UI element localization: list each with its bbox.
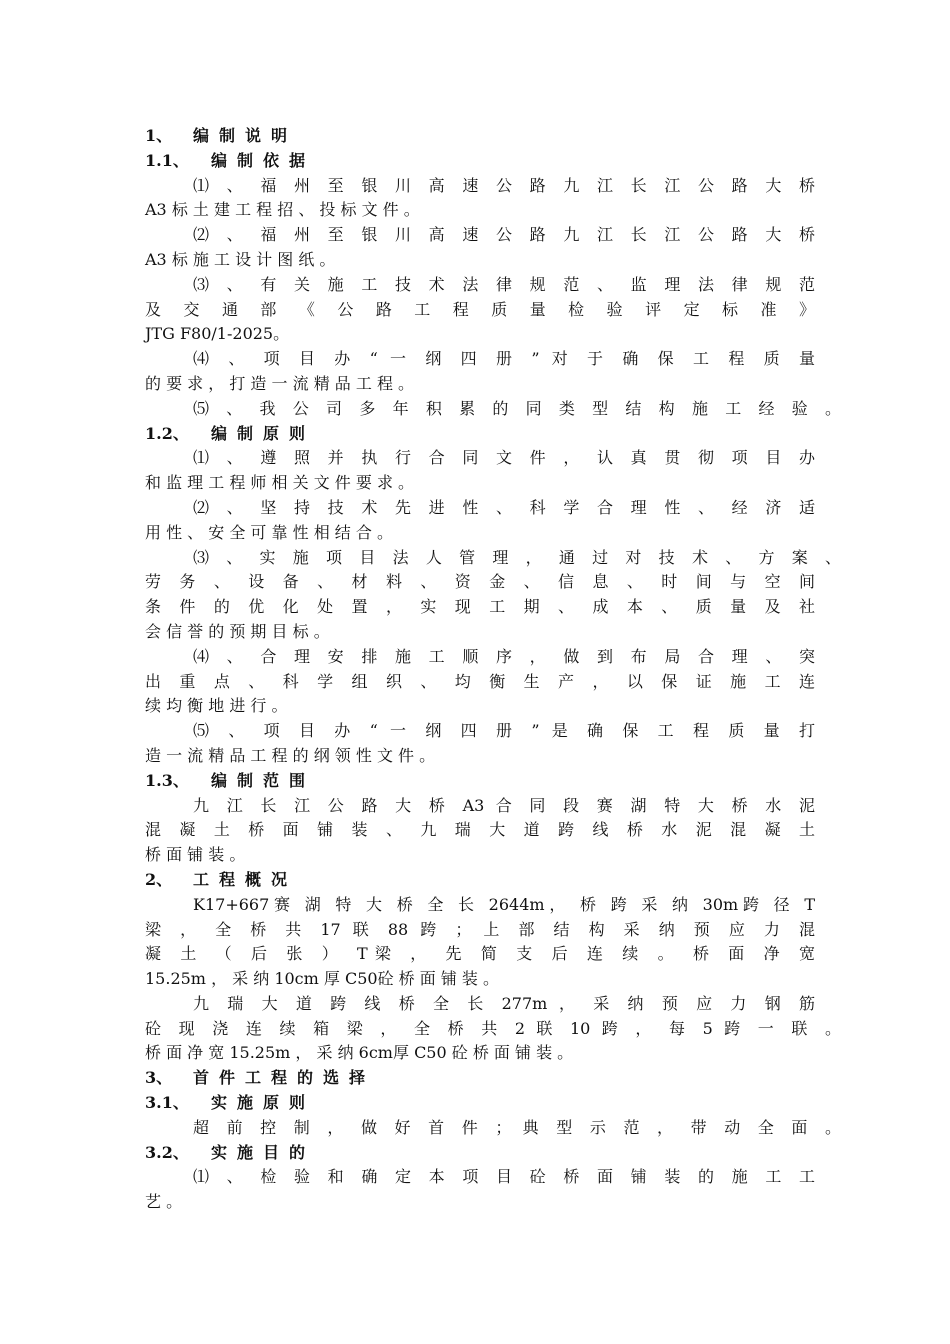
- subsection-heading: [145, 422, 815, 447]
- paragraph-line: 和 监 理 工 程 师 相 关 文 件 要 求 。: [145, 473, 415, 493]
- paragraph-line: A3 标 土 建 工 程 招 、 投 标 文 件 。: [145, 200, 420, 220]
- heading-number: 1、: [145, 126, 173, 145]
- paragraph-line: 九 瑞 大 道 跨 线 桥 全 长 277m ， 采 纳 预 应 力 钢 筋: [193, 993, 815, 1013]
- paragraph-line: ⑷ 、 项 目 办 “ 一 纲 四 册 ” 对 于 确 保 工 程 质 量: [193, 349, 815, 369]
- heading-title: 编制说明: [193, 126, 298, 145]
- subsection-heading: [145, 769, 815, 794]
- paragraph-line: 及 交 通 部 《 公 路 工 程 质 量 检 验 评 定 标 准 》: [145, 299, 815, 319]
- paragraph-line: 条 件 的 优 化 处 置 ， 实 现 工 期 、 成 本 、 质 量 及 社: [145, 597, 815, 617]
- paragraph-line: 劳 务 、 设 备 、 材 料 、 资 金 、 信 息 、 时 间 与 空 间: [145, 572, 815, 592]
- heading-number: 2、: [145, 869, 173, 889]
- paragraph-line: 超 前 控 制 ， 做 好 首 件 ； 典 型 示 范 ， 带 动 全 面 。: [193, 1117, 841, 1137]
- heading-number: 1.2、: [145, 423, 189, 443]
- paragraph-line: 续 均 衡 地 进 行 。: [145, 696, 288, 716]
- heading-title: 编制依据: [211, 150, 316, 170]
- paragraph-line: 的 要 求 ， 打 造 一 流 精 品 工 程 。: [145, 373, 415, 393]
- paragraph-line: 出 重 点 、 科 学 组 织 、 均 衡 生 产 ， 以 保 证 施 工 连: [145, 671, 815, 691]
- paragraph-line: 艺 。: [145, 1192, 183, 1212]
- paragraph-line: ⑷ 、 合 理 安 排 施 工 顺 序 ， 做 到 布 局 合 理 、 突: [193, 646, 815, 666]
- paragraph-line: ⑸ 、 我 公 司 多 年 积 累 的 同 类 型 结 构 施 工 经 验 。: [193, 398, 841, 418]
- paragraph-line: 砼 现 浇 连 续 箱 梁 ， 全 桥 共 2 联 10 跨 ， 每 5 跨 一 联 。: [145, 1018, 841, 1038]
- paragraph-line: ⑸ 、 项 目 办 “ 一 纲 四 册 ” 是 确 保 工 程 质 量 打: [193, 721, 815, 741]
- heading-number: 3、: [145, 1068, 173, 1088]
- paragraph-line: 梁 ， 全 桥 共 17 联 88 跨 ； 上 部 结 构 采 纳 预 应 力 混: [145, 919, 815, 939]
- paragraph-line: 九 江 长 江 公 路 大 桥 A3 合 同 段 赛 湖 特 大 桥 水 泥: [193, 795, 815, 815]
- paragraph-line: 造 一 流 精 品 工 程 的 纲 领 性 文 件 。: [145, 745, 436, 765]
- heading-title: 实施原则: [211, 1093, 316, 1113]
- heading-title: 编制原则: [211, 423, 316, 443]
- paragraph-line: JTG F80/1-2025。: [145, 324, 290, 344]
- heading-title: 实施目的: [211, 1142, 316, 1162]
- paragraph-line: ⑵ 、 福 州 至 银 川 高 速 公 路 九 江 长 江 公 路 大 桥: [193, 225, 815, 245]
- paragraph-line: 凝 土 （ 后 张 ） T梁 ， 先 简 支 后 连 续 。 桥 面 净 宽: [145, 944, 815, 964]
- heading-number: 1.3、: [145, 770, 189, 790]
- subsection-heading: [145, 1141, 815, 1166]
- paragraph-line: ⑶ 、 实 施 项 目 法 人 管 理 ， 通 过 对 技 术 、 方 案 、: [193, 547, 841, 567]
- paragraph-line: ⑴ 、 遵 照 并 执 行 合 同 文 件 ， 认 真 贯 彻 项 目 办: [193, 448, 815, 468]
- section-heading: [145, 124, 815, 149]
- section-heading: [145, 868, 815, 893]
- paragraph-line: 桥 面 铺 装 。: [145, 845, 246, 865]
- heading-title: 首件工程的选择: [193, 1068, 376, 1088]
- heading-title: 工程概况: [193, 869, 298, 889]
- paragraph-line: 会 信 誉 的 预 期 目 标 。: [145, 621, 330, 641]
- paragraph-line: ⑴ 、 福 州 至 银 川 高 速 公 路 九 江 长 江 公 路 大 桥: [193, 175, 815, 195]
- paragraph-line: ⑶ 、 有 关 施 工 技 术 法 律 规 范 、 监 理 法 律 规 范: [193, 274, 815, 294]
- paragraph-line: ⑴ 、 检 验 和 确 定 本 项 目 砼 桥 面 铺 装 的 施 工 工: [193, 1167, 815, 1187]
- heading-number: 1.1、: [145, 150, 189, 170]
- paragraph-line: K17+667赛 湖 特 大 桥 全 长 2644m， 桥 跨 采 纳 30m跨 径 T: [193, 894, 815, 914]
- paragraph-line: 用 性 、 安 全 可 靠 性 相 结 合 。: [145, 522, 393, 542]
- heading-number: 3.2、: [145, 1142, 189, 1162]
- paragraph-line: 15.25m ， 采 纳 10cm 厚 C50砼 桥 面 铺 装 。: [145, 969, 500, 989]
- subsection-heading: [145, 149, 815, 174]
- heading-title: 编制范围: [211, 770, 316, 790]
- subsection-heading: [145, 1091, 815, 1116]
- paragraph-line: 混 凝 土 桥 面 铺 装 、 九 瑞 大 道 跨 线 桥 水 泥 混 凝 土: [145, 820, 815, 840]
- section-heading: [145, 1066, 815, 1091]
- paragraph-line: 桥 面 净 宽 15.25m ， 采 纳 6cm厚 C50 砼 桥 面 铺 装 。: [145, 1043, 574, 1063]
- document-body: [145, 124, 841, 1215]
- heading-number: 3.1、: [145, 1093, 189, 1113]
- paragraph-line: A3 标 施 工 设 计 图 纸 。: [145, 249, 336, 269]
- paragraph-line: ⑵ 、 坚 持 技 术 先 进 性 、 科 学 合 理 性 、 经 济 适: [193, 497, 815, 517]
